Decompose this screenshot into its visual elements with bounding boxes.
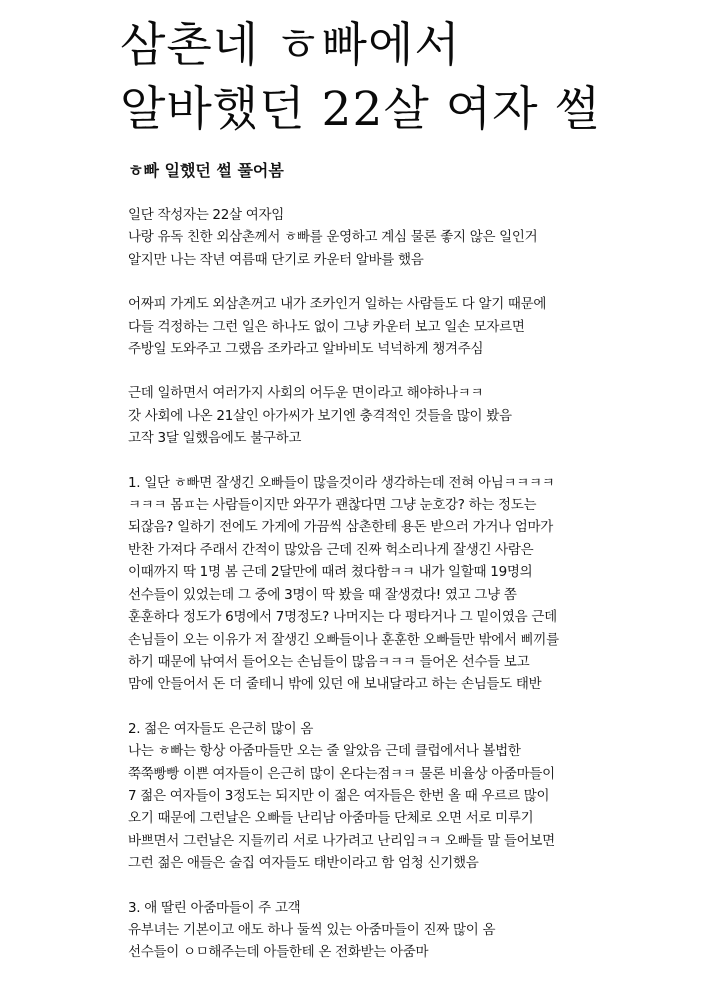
text-line: 오기 때문에 그런날은 오빠들 난리남 아줌마들 단체로 오면 서로 미루기: [128, 810, 534, 827]
text-line: 다들 걱정하는 그런 일은 하나도 없이 그냥 카운터 보고 일손 모자르면: [128, 318, 525, 335]
text-line: 일단 작성자는 22살 여자임: [128, 207, 284, 223]
text-line: 이때까지 딱 1명 봄 근데 2달만에 때려 쳤다함ㅋㅋ 내가 일할때 19명의: [128, 564, 533, 581]
text-line: 하기 때문에 낚여서 들어오는 손님들이 많음ㅋㅋㅋ 들어온 선수들 보고: [128, 653, 530, 670]
text-line: 7 젊은 여자들이 3정도는 되지만 이 젊은 여자들은 한번 올 때 우르르 많이: [128, 787, 550, 804]
text-line: 근데 일하면서 여러가지 사회의 어두운 면이라고 해야하나ㅋㅋ: [128, 385, 484, 402]
text-line: 나는 ㅎ빠는 항상 아줌마들만 오는 줄 알았음 근데 클럽에서나 볼법한: [128, 743, 521, 760]
text-line: 맘에 안들어서 돈 더 줄테니 밖에 있던 애 보내달라고 하는 손님들도 태반: [128, 676, 542, 693]
text-line: 알지만 나는 작년 여름때 단기로 카운터 알바를 했음: [128, 251, 424, 268]
text-line: 갓 사회에 나온 21살인 아가씨가 보기엔 충격적인 것들을 많이 봤음: [128, 407, 512, 424]
text-line: 2. 젊은 여자들도 은근히 많이 옴: [128, 720, 314, 737]
text-line: 3. 애 딸린 아줌마들이 주 고객: [128, 899, 301, 916]
text-line: 훈훈하다 정도가 6명에서 7명정도? 나머지는 다 평타거나 그 밑이였음 근데: [128, 609, 557, 626]
text-line: 선수들이 있었는데 그 중에 3명이 딱 봤을 때 잘생겼다! 였고 그냥 쫌: [128, 586, 517, 603]
text-line: 반찬 가져다 주래서 간적이 많았음 근데 진짜 헉소리나게 잘생긴 사람은: [128, 541, 534, 558]
text-line: 쭉쭉빵빵 이쁜 여자들이 은근히 많이 온다는점ㅋㅋ 물론 비율상 아줌마들이: [128, 765, 555, 782]
paragraph-point-2: [128, 718, 703, 875]
headline-line-2: 알바했던 22살 여자 썰: [120, 82, 601, 137]
text-line: 어짜피 가게도 외삼촌꺼고 내가 조카인거 일하는 사람들도 다 알기 때문에: [128, 296, 547, 313]
text-line: ㅋㅋㅋ 몸ㅍ는 사람들이지만 와꾸가 괜찮다면 그냥 눈호강? 하는 정도는: [128, 497, 537, 514]
headline: [120, 14, 700, 142]
text-line: 바쁘면서 그런날은 지들끼리 서로 나가려고 난리임ㅋㅋ 오빠들 말 들어보면: [128, 832, 555, 849]
paragraph-intro: [128, 204, 703, 271]
paragraph-point-3: [128, 897, 703, 964]
paragraph-lead-in: [128, 382, 703, 449]
text-line: 1. 일단 ㅎ빠면 잘생긴 오빠들이 많을것이라 생각하는데 전혀 아님ㅋㅋㅋㅋ: [128, 474, 555, 491]
text-line: 고작 3달 일했음에도 불구하고: [128, 430, 302, 447]
text-line: 유부녀는 기본이고 애도 하나 둘씩 있는 아줌마들이 진짜 많이 옴: [128, 921, 496, 938]
text-line: 그런 젊은 애들은 술집 여자들도 태반이라고 함 엄청 신기했음: [128, 855, 479, 872]
post-body: [128, 160, 703, 986]
text-line: 손님들이 오는 이유가 저 잘생긴 오빠들이나 훈훈한 오빠들만 밖에서 삐끼를: [128, 631, 559, 648]
text-line: 선수들이 ㅇㅁ해주는데 아들한테 온 전화받는 아줌마: [128, 944, 429, 961]
paragraph-context: [128, 293, 703, 360]
paragraph-point-1: [128, 472, 703, 696]
text-line: 나랑 유독 친한 외삼촌께서 ㅎ빠를 운영하고 계심 물론 좋지 않은 일인거: [128, 229, 538, 246]
text-line: 되잖음? 일하기 전에도 가게에 가끔씩 삼촌한테 용돈 받으러 가거나 엄마가: [128, 519, 554, 536]
headline-line-1: 삼촌네 ㅎ빠에서: [120, 18, 461, 73]
post-title: ㅎ빠 일했던 썰 풀어봄: [128, 161, 284, 180]
text-line: 주방일 도와주고 그랬음 조카라고 알바비도 넉넉하게 챙겨주심: [128, 341, 484, 358]
